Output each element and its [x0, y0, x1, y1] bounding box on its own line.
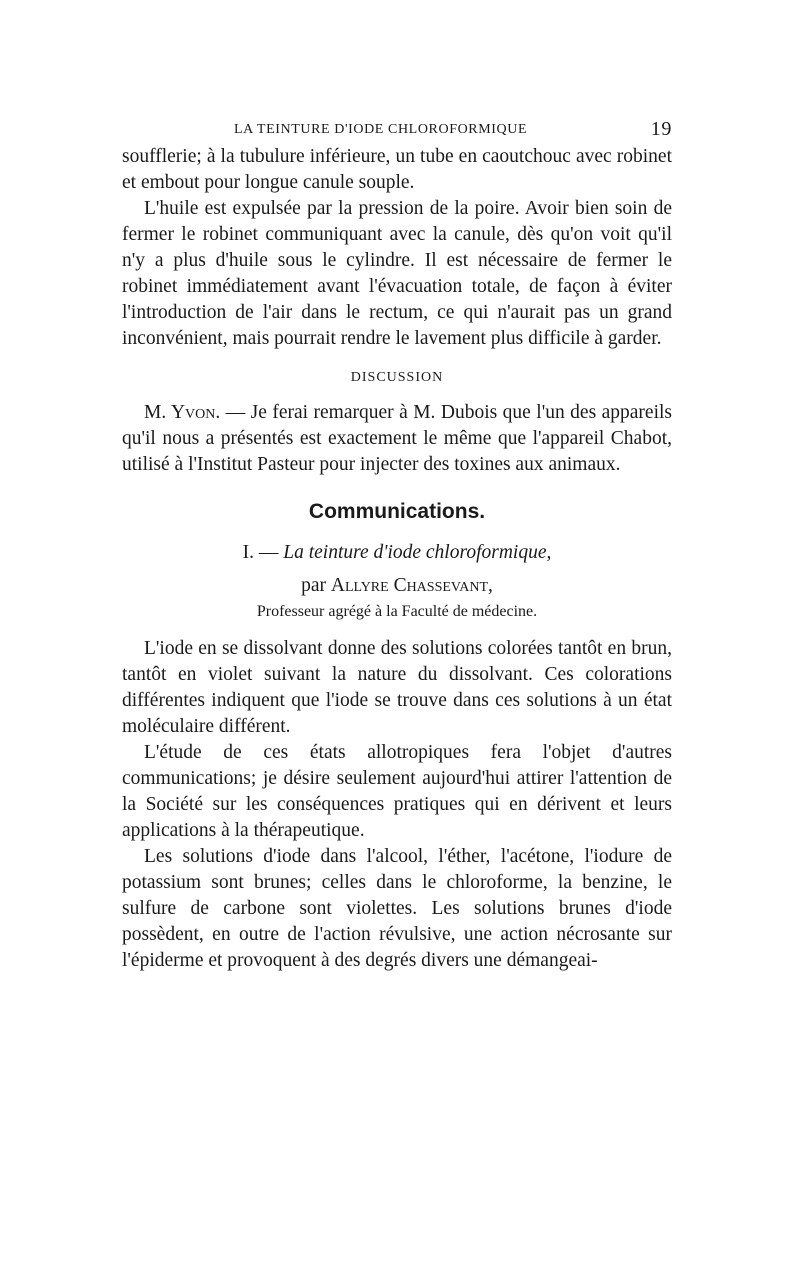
paragraph-allotropic-states: L'étude de ces états allotropiques fera l'objet d'autres communications; je désire seulement aujourd'hui attirer l'attention de la Société sur les conséquences pratiques qui en dérivent et leurs applications à la thérapeutique. — [122, 742, 672, 841]
discussion-paragraph — [122, 400, 672, 478]
communications-heading: Communications. — [308, 500, 486, 523]
page-number: 19 — [650, 118, 672, 140]
paragraph-brown-solutions: Les solutions d'iode dans l'alcool, l'éther, l'acétone, l'iodure de potassium sont brunes; celles dans le chloroforme, la benzine, le sulfure de carbone sont violettes. Les solutions brunes d'iode possèdent, en outre de l'action révulsive, une action nécrosante sur l'épiderme et provoquent à des degrés divers une démangeai- — [122, 846, 672, 971]
running-title: LA TEINTURE D'IODE CHLOROFORMIQUE — [234, 122, 528, 137]
article-number: I. — — [242, 542, 284, 563]
speaker-name: M. Yvon. — [144, 402, 221, 423]
paragraph-iodine-solutions: L'iode en se dissolvant donne des solutions colorées tantôt en brun, tantôt en violet suivant la nature du dissolvant. Ces colorations différentes indiquent que l'iode se trouve dans ces solutions à un état moléculaire différent. — [122, 638, 672, 737]
author-prefix: par — [301, 575, 331, 596]
author-affiliation: Professeur agrégé à la Faculté de médecine. — [256, 603, 538, 620]
article-author-line — [122, 572, 672, 600]
paragraph-oil-expulsion: L'huile est expulsée par la pression de la poire. Avoir bien soin de fermer le robinet communiquant avec la canule, dès qu'on voit qu'il n'y a plus d'huile sous le cylindre. Il est nécessaire de fermer le robinet immédiatement avant l'évacuation totale, de façon à éviter l'introduction de l'air dans le rectum, ce qui n'aurait pas un grand inconvénient, mais pourrait rendre le lavement plus difficile à garder. — [122, 198, 672, 349]
discussion-heading: DISCUSSION — [350, 370, 444, 385]
article-title: La teinture d'iode chloroformique, — [283, 542, 552, 563]
article-title-line — [122, 540, 672, 566]
paragraph-continuation: soufflerie; à la tubulure inférieure, un tube en caoutchouc avec robinet et embout pour longue canule souple. — [122, 146, 672, 193]
author-name: Allyre Chassevant, — [330, 575, 493, 596]
book-page — [122, 118, 672, 974]
discussion-text: — Je ferai remarquer à M. Dubois que l'un des appareils qu'il nous a présentés est exactement le même que l'appareil Chabot, utilisé à l'Institut Pasteur pour injecter des toxines aux animaux. — [122, 402, 672, 475]
page-header — [122, 118, 672, 144]
